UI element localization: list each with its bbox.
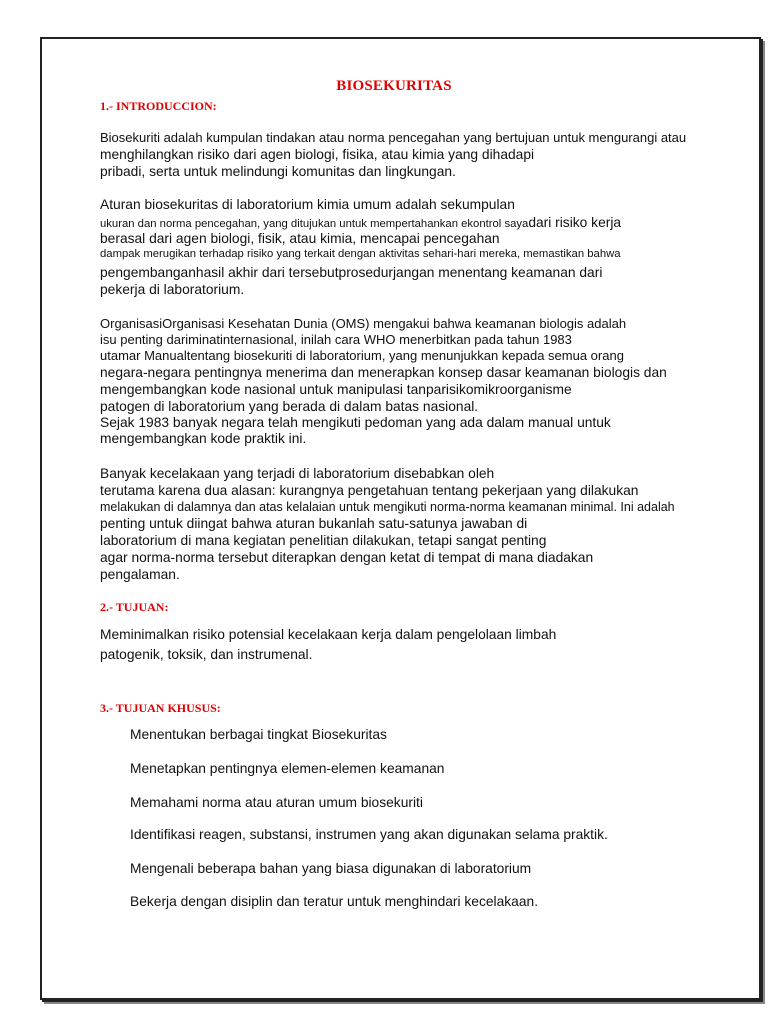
text-line: agar norma-norma tersebut diterapkan dengan ketat di tempat di mana diadakan <box>100 550 594 565</box>
list-item: Mengenali beberapa bahan yang biasa digunakan di laboratorium <box>130 861 532 876</box>
text-line: Biosekuriti adalah kumpulan tindakan atau norma pencegahan yang bertujuan untuk mengurangi atau <box>100 130 687 145</box>
text-line: dampak merugikan terhadap risiko yang terkait dengan aktivitas sehari-hari mereka, memastikan bahwa <box>100 248 621 260</box>
text-line: isu penting dariminatinternasional, inilah cara WHO menerbitkan pada tahun 1983 <box>100 332 572 347</box>
list-item: Bekerja dengan disiplin dan teratur untuk menghindari kecelakaan. <box>130 894 539 909</box>
list-item: Menetapkan pentingnya elemen-elemen keamanan <box>130 761 445 776</box>
text-line: Meminimalkan risiko potensial kecelakaan kerja dalam pengelolaan limbah <box>100 627 557 642</box>
text-line: pribadi, serta untuk melindungi komunitas dan lingkungan. <box>100 164 456 179</box>
text-line: OrganisasiOrganisasi Kesehatan Dunia (OMS) mengakui bahwa keamanan biologis adalah <box>100 316 627 331</box>
text-line: penting untuk diingat bahwa aturan bukanlah satu-satunya jawaban di <box>100 516 528 531</box>
text-line: pengalaman. <box>100 567 180 582</box>
section-heading-tujuan: 2.- TUJUAN: <box>100 600 169 614</box>
list-item: Identifikasi reagen, substansi, instrumen yang akan digunakan selama praktik. <box>130 827 608 842</box>
text-line: utamar Manualtentang biosekuriti di laboratorium, yang menunjukkan kepada semua orang <box>100 348 624 363</box>
section-heading-introduccion: 1.- INTRODUCCION: <box>100 99 217 113</box>
text-line: patogen di laboratorium yang berada di dalam batas nasional. <box>100 399 479 414</box>
text-line: terutama karena dua alasan: kurangnya pengetahuan tentang pekerjaan yang dilakukan <box>100 483 639 498</box>
list-item: Menentukan berbagai tingkat Biosekuritas <box>130 727 387 742</box>
text-line: ukuran dan norma pencegahan, yang ditujukan untuk mempertahankan ekontrol sayadari risiko kerja <box>100 215 622 230</box>
text-line: pengembanganhasil akhir dari tersebutprosedurjangan menentang keamanan dari <box>100 265 603 280</box>
text-line: pekerja di laboratorium. <box>100 282 245 297</box>
text-line: patogenik, toksik, dan instrumenal. <box>100 647 313 662</box>
text-line: Sejak 1983 banyak negara telah mengikuti pedoman yang ada dalam manual untuk <box>100 415 611 430</box>
text-line: negara-negara pentingnya menerima dan menerapkan konsep dasar keamanan biologis dan <box>100 365 667 380</box>
text-line: laboratorium di mana kegiatan penelitian dilakukan, tetapi sangat penting <box>100 533 547 548</box>
text-line: mengembangkan kode praktik ini. <box>100 431 307 446</box>
list-item: Memahami norma atau aturan umum biosekuriti <box>130 795 423 810</box>
text-line: Banyak kecelakaan yang terjadi di laboratorium disebabkan oleh <box>100 466 495 481</box>
text-line: Aturan biosekuritas di laboratorium kimia umum adalah sekumpulan <box>100 197 515 212</box>
text-line: berasal dari agen biologi, fisik, atau kimia, mencapai pencegahan <box>100 231 500 246</box>
text-line: mengembangkan kode nasional untuk manipulasi tanparisikomikroorganisme <box>100 382 572 397</box>
document-title: BIOSEKURITAS <box>336 78 452 94</box>
section-heading-tujuan-khusus: 3.- TUJUAN KHUSUS: <box>100 701 221 715</box>
text-line: melakukan di dalamnya dan atas kelalaian untuk mengikuti norma-norma keamanan minimal. Ini adalah <box>100 500 675 514</box>
text-line: menghilangkan risiko dari agen biologi, fisika, atau kimia yang dihadapi <box>100 147 535 162</box>
